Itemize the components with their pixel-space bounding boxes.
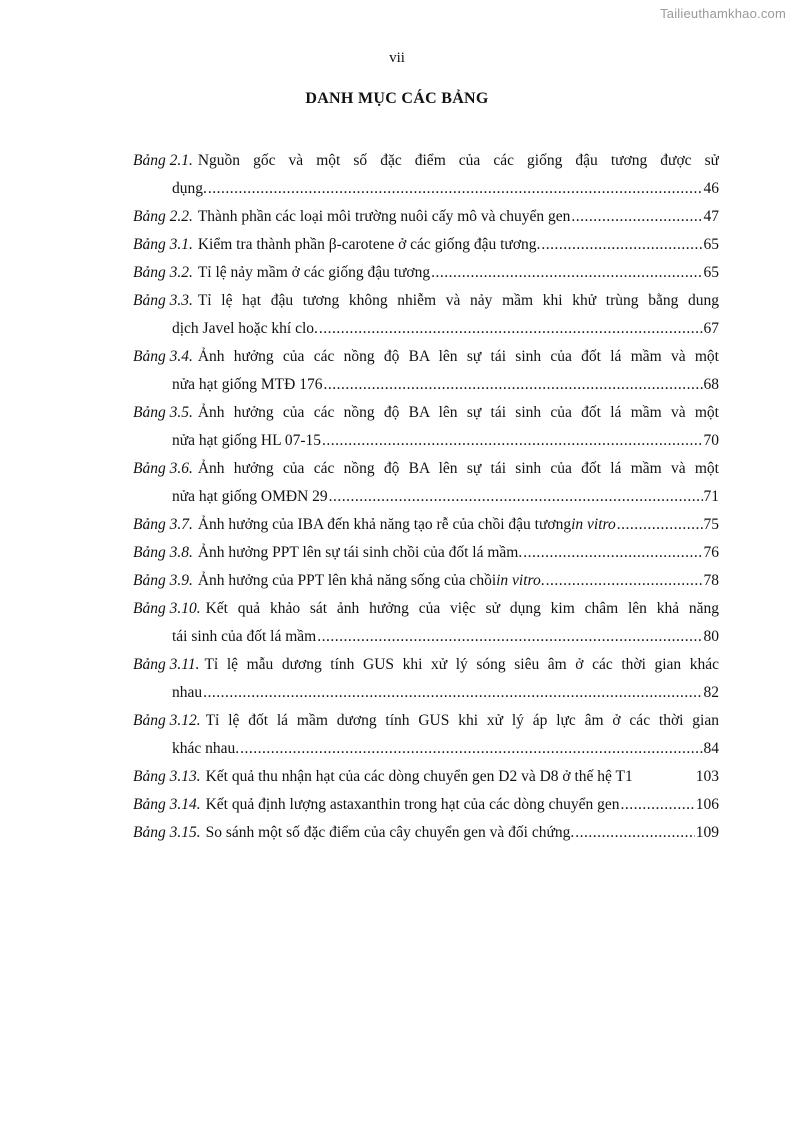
toc-entry[interactable] [133,707,719,763]
toc-entry-label: Bảng 3.9. [133,572,193,589]
toc-entry[interactable] [133,595,719,651]
dot-leader [431,259,702,287]
toc-entry-line [133,819,719,847]
dot-leader [329,483,703,511]
toc-entry-line-continued [133,427,719,455]
toc-entry-title: Ảnh hưởng của các nồng độ BA lên sự tái sinh của đốt lá mầm và một [197,348,719,365]
toc-entry[interactable] [133,819,719,847]
toc-entry-label: Bảng 3.10. [133,600,201,617]
toc-entry[interactable] [133,399,719,455]
toc-entry-label: Bảng 2.2. [133,208,193,225]
toc-entry-title: Tỉ lệ hạt đậu tương không nhiễm và nảy mầm khi khử trùng bằng dung [197,292,719,309]
toc-entry-page: 71 [703,488,719,505]
page-number: vii [389,50,405,66]
toc-entry[interactable] [133,763,719,791]
toc-entry-line-continued [133,483,719,511]
toc-entry-title: Ảnh hưởng PPT lên sự tái sinh chồi của đốt lá mầm. [197,544,523,561]
dot-leader [523,539,702,567]
toc-entry-title: Kết quả khảo sát ảnh hưởng của việc sử dụng kim châm lên khả năng [205,600,719,617]
toc-entry-line [133,343,719,371]
toc-entry-page: 70 [703,432,719,449]
toc-entry-line [133,287,719,315]
toc-entry-line-continued [133,175,719,203]
toc-entry-line-continued [133,679,719,707]
toc-entry-line [133,791,719,819]
toc-entry-label: Bảng 3.14. [133,796,201,813]
toc-entry-title: Thành phần các loại môi trường nuôi cấy mô và chuyển gen [197,208,571,225]
toc-entry[interactable] [133,791,719,819]
toc-entry-title: Ảnh hưởng của IBA đến khả năng tạo rễ của chồi đậu tương [197,516,572,533]
dot-leader [203,679,702,707]
dot-leader [319,315,703,343]
toc-entry-title: So sánh một số đặc điểm của cây chuyển gen và đối chứng. [205,824,575,841]
toc-entry-title: Kết quả định lượng astaxanthin trong hạt của các dòng chuyển gen [205,796,620,813]
toc-entry-line [133,147,719,175]
toc-entry-line-continued [133,623,719,651]
toc-entry-line [133,231,719,259]
toc-entry-title-continued: nhau [172,684,203,701]
toc-entry[interactable] [133,203,719,231]
toc-entry-title: Tỉ lệ đốt lá mầm dương tính GUS khi xử lý áp lực âm ở các thời gian [205,712,719,729]
toc-entry[interactable] [133,539,719,567]
toc-entry-page: 47 [703,208,719,225]
toc-entry[interactable] [133,259,719,287]
toc-entry[interactable] [133,567,719,595]
toc-entry-page: 46 [703,180,719,197]
toc-entry-line [133,259,719,287]
toc-entry-line [133,567,719,595]
toc-entry[interactable] [133,231,719,259]
toc-entry-title-continued: nửa hạt giống OMĐN 29 [172,488,328,505]
toc-entry-page: 65 [703,264,719,281]
dot-leader [571,203,702,231]
toc-entry-label: Bảng 3.8. [133,544,193,561]
toc-entry-title: Tỉ lệ mẫu dương tính GUS khi xử lý sóng siêu âm ở các thời gian khác [204,656,719,673]
toc-entry-label: Bảng 3.3. [133,292,193,309]
toc-entry-label: Bảng 2.1. [133,152,193,169]
toc-entry[interactable] [133,511,719,539]
toc-entry-page: 82 [703,684,719,701]
toc-entry-title: Kết quả thu nhận hạt của các dòng chuyển gen D2 và D8 ở thế hệ T1 [205,768,633,785]
toc-entry-page: 68 [703,376,719,393]
toc-entry-label: Bảng 3.13. [133,768,201,785]
toc-entry[interactable] [133,287,719,343]
toc-entry[interactable] [133,343,719,399]
toc-entry-label: Bảng 3.2. [133,264,193,281]
dot-leader [541,231,702,259]
toc-entry-label: Bảng 3.7. [133,516,193,533]
toc-entry-label: Bảng 3.6. [133,460,193,477]
dot-leader [617,511,703,539]
toc-entry-line [133,539,719,567]
toc-entry-title-continued: tái sinh của đốt lá mầm [172,628,317,645]
toc-entry-title: Ảnh hưởng của PPT lên khả năng sống của chồi [197,572,497,589]
dot-leader [322,427,702,455]
toc-entry-line [133,763,719,791]
toc-entry-title-suffix: . [540,572,545,589]
toc-entry-title: Ảnh hưởng của các nồng độ BA lên sự tái sinh của đốt lá mầm và một [197,460,719,477]
toc-entry-title-continued: dụng. [172,180,207,197]
toc-entry-label: Bảng 3.5. [133,404,193,421]
toc-entry-line [133,399,719,427]
toc-entry-title-italic: in vitro [496,572,541,589]
toc-entry-page: 109 [695,824,719,841]
toc-entry-label: Bảng 3.1. [133,236,193,253]
toc-entry-line [133,511,719,539]
toc-entry-title: Tỉ lệ nảy mầm ở các giống đậu tương [197,264,431,281]
toc-entry-line [133,203,719,231]
toc-entry-page: 65 [703,236,719,253]
page-title: DANH MỤC CÁC BẢNG [305,90,489,107]
toc-entry-label: Bảng 3.11. [133,656,200,673]
toc-entry-line-continued [133,735,719,763]
toc-entry-title-continued: khác nhau. [172,740,240,757]
toc-entry[interactable] [133,147,719,203]
toc-entry-page: 84 [703,740,719,757]
toc-entry[interactable] [133,651,719,707]
toc-entry-title: Nguồn gốc và một số đặc điểm của các giống đậu tương được sử [197,152,719,169]
toc-entry-title-continued: dịch Javel hoặc khí clo. [172,320,318,337]
dot-leader [546,567,703,595]
toc-entry-label: Bảng 3.4. [133,348,193,365]
toc-entry-title-italic: in vitro [571,516,616,533]
dot-leader [208,175,703,203]
toc-entry-label: Bảng 3.12. [133,712,201,729]
toc-entry[interactable] [133,455,719,511]
toc-entry-line-continued [133,315,719,343]
toc-entry-page: 106 [695,796,719,813]
toc-entry-page: 67 [703,320,719,337]
toc-entry-page: 103 [695,768,719,785]
toc-entry-title: Ảnh hưởng của các nồng độ BA lên sự tái sinh của đốt lá mầm và một [197,404,719,421]
toc-entry-title-continued: nửa hạt giống MTĐ 176 [172,376,323,393]
watermark-text: Tailieuthamkhao.com [660,6,786,21]
toc-entry-page: 80 [703,628,719,645]
toc-entry-line [133,455,719,483]
toc-entry-page: 78 [703,572,719,589]
toc-entry-page: 75 [703,516,719,533]
toc-entry-line [133,707,719,735]
dot-leader [240,735,702,763]
dot-leader [620,791,694,819]
toc-entry-label: Bảng 3.15. [133,824,201,841]
toc-entry-title: Kiểm tra thành phần β-carotene ở các giống đậu tương. [197,236,541,253]
toc-entry-line-continued [133,371,719,399]
toc-entry-title-continued: nửa hạt giống HL 07-15 [172,432,322,449]
dot-leader [575,819,694,847]
toc-entry-page: 76 [703,544,719,561]
toc-entry-line [133,651,719,679]
toc-entry-line [133,595,719,623]
dot-leader [317,623,702,651]
dot-leader [323,371,702,399]
table-of-contents [133,147,719,847]
